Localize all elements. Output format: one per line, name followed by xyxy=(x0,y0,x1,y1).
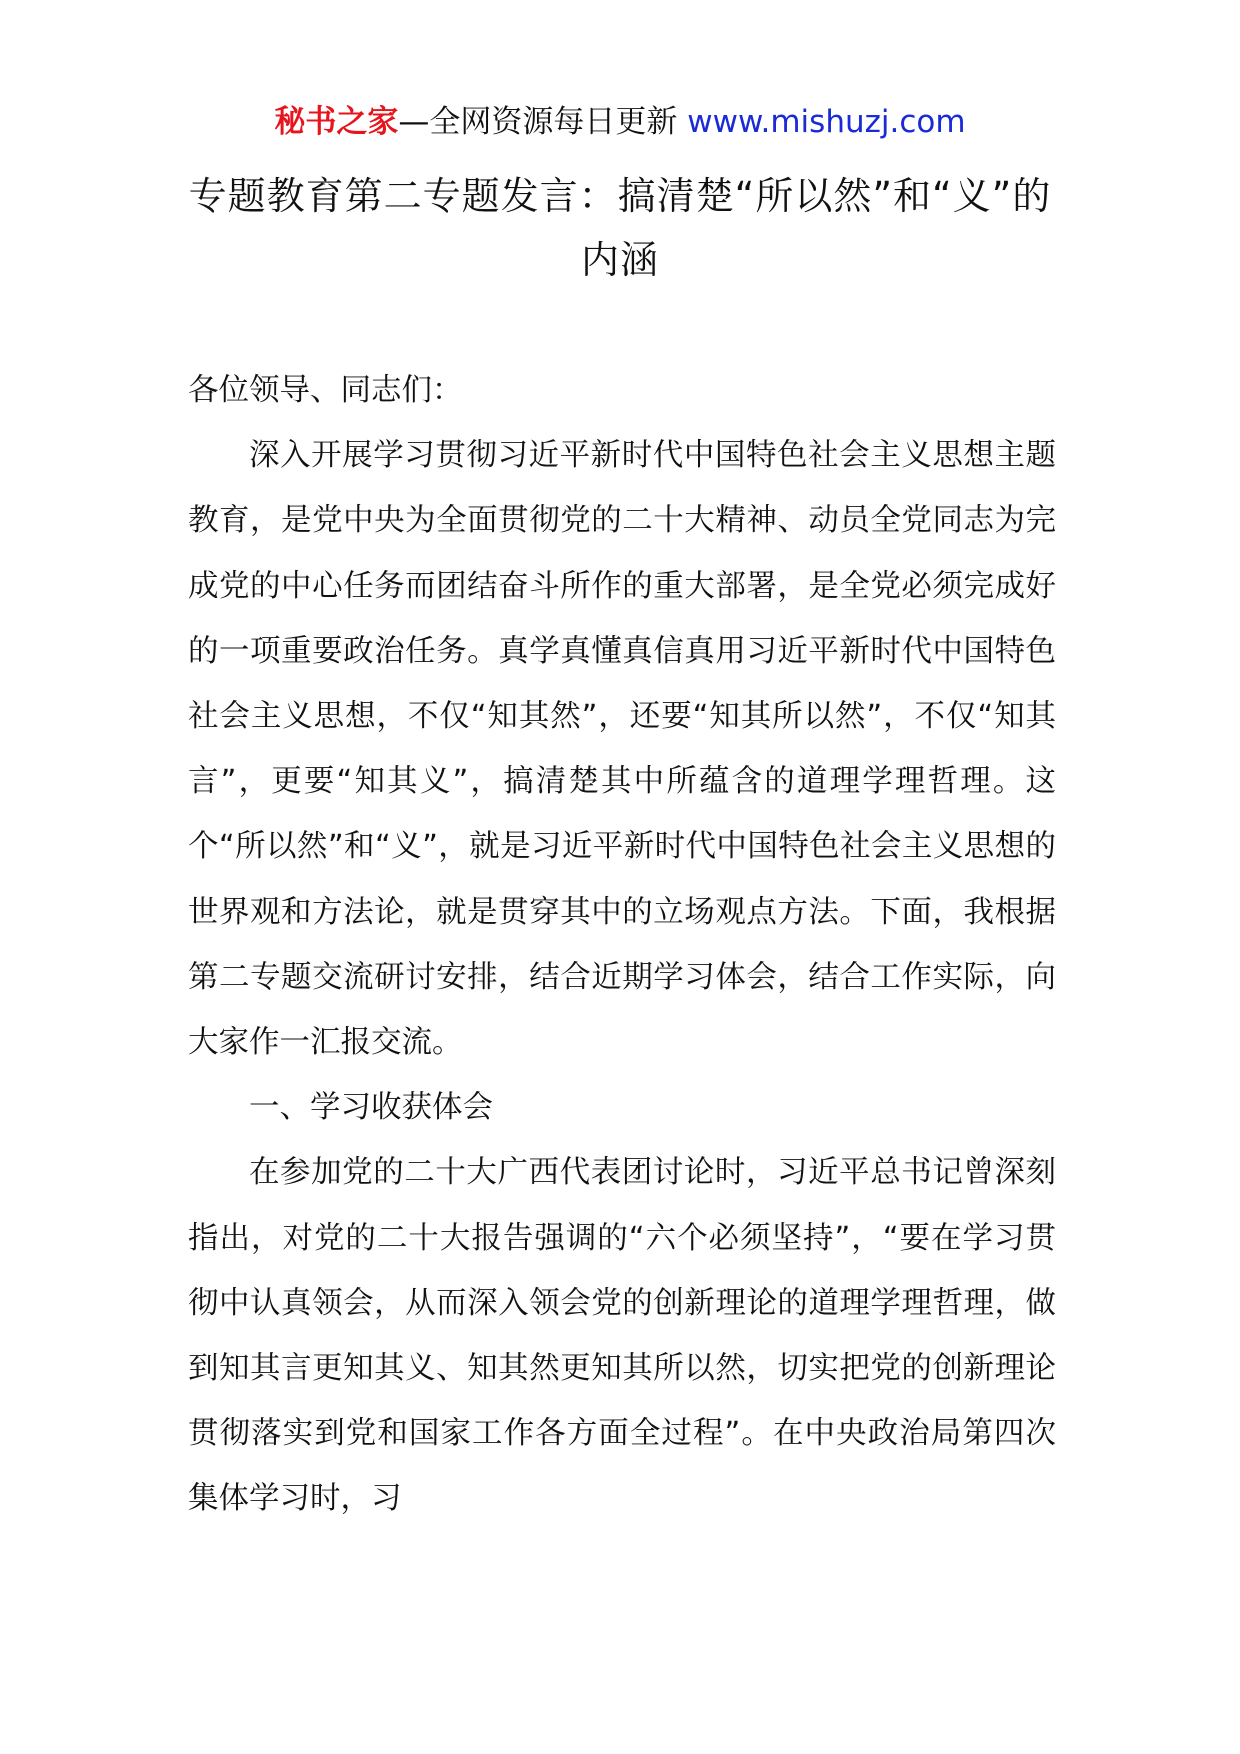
salutation: 各位领导、同志们： xyxy=(188,373,463,408)
document-title: 专题教育第二专题发言：搞清楚“所以然”和“义”的内涵 xyxy=(188,174,1052,282)
paragraph-body: 在参加党的二十大广西代表团讨论时，习近平总书记曾深刻指出，对党的二十大报告强调的“六个必须坚持”，“要在学习贯彻中认真领会，从而深入领会党的创新理论的道理学理哲理，做到知其言更知其义、知其然更知其所以然，切实把党的创新理论贯彻落实到党和国家工作各方面全过程”。在中央政治局第四次集体学习时，习 xyxy=(188,1155,1056,1517)
site-header xyxy=(0,100,1240,144)
header-tagline: —全网资源每日更新 xyxy=(398,104,688,140)
site-url-link[interactable]: www.mishuzj.com xyxy=(687,104,966,140)
document-body xyxy=(188,358,1056,1532)
section-heading: 一、学习收获体会 xyxy=(249,1090,493,1126)
paragraph-intro: 深入开展学习贯彻习近平新时代中国特色社会主义思想主题教育，是党中央为全面贯彻党的二十大精神、动员全党同志为完成党的中心任务而团结奋斗所作的重大部署，是全党必须完成好的一项重要政治任务。真学真懂真信真用习近平新时代中国特色社会主义思想，不仅“知其然”，还要“知其所以然”，不仅“知其言”，更要“知其义”，搞清楚其中所蕴含的道理学理哲理。这个“所以然”和“义”，就是习近平新时代中国特色社会主义思想的世界观和方法论，就是贯穿其中的立场观点方法。下面，我根据第二专题交流研讨安排，结合近期学习体会，结合工作实际，向大家作一汇报交流。 xyxy=(188,438,1056,1061)
brand-name: 秘书之家 xyxy=(274,104,399,140)
